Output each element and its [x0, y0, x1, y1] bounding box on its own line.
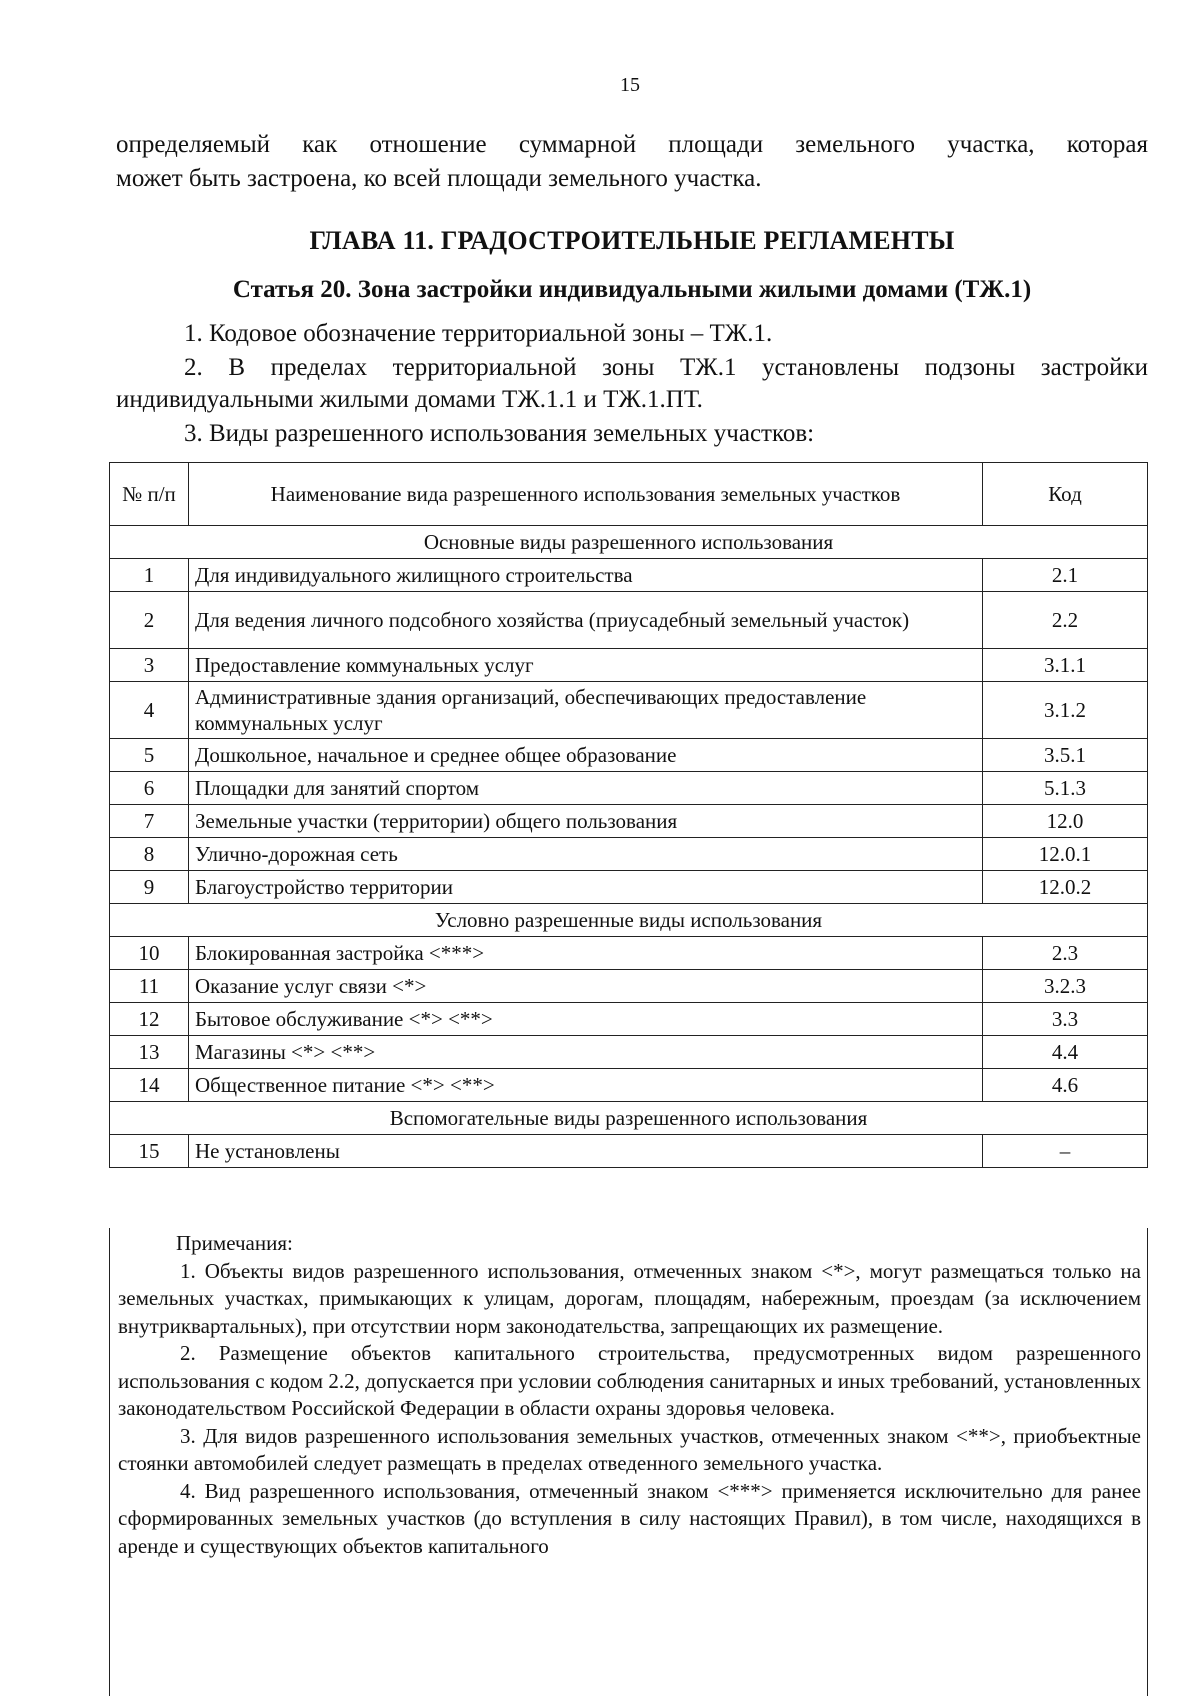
row-name: Земельные участки (территории) общего пользования: [189, 805, 983, 838]
table-section-row: [110, 1102, 1148, 1135]
intro-paragraph: [116, 128, 1148, 196]
table-row: [110, 772, 1148, 805]
row-code: 3.3: [983, 1003, 1148, 1036]
paragraph-subzones: 2. В пределах территориальной зоны ТЖ.1 установлены подзоны застройки индивидуальными жилыми домами ТЖ.1.1 и ТЖ.1.ПТ.: [116, 354, 1148, 413]
row-code: 12.0.1: [983, 838, 1148, 871]
table-body: [110, 526, 1148, 1168]
table-row: [110, 1135, 1148, 1168]
note-item: 2. Размещение объектов капитального строительства, предусмотренных видом разрешенного использования с кодом 2.2, допускается при условии соблюдения санитарных и иных требований, установленных законодательством Российской Федерации в области охраны здоровья человека.: [118, 1341, 1141, 1420]
table-row: [110, 649, 1148, 682]
row-num: 1: [110, 559, 189, 592]
row-name: Административные здания организаций, обеспечивающих предоставление коммунальных услуг: [189, 682, 983, 739]
row-num: 14: [110, 1069, 189, 1102]
table-header-row: [110, 463, 1148, 526]
row-num: 7: [110, 805, 189, 838]
table-section-row: [110, 526, 1148, 559]
section-title: Основные виды разрешенного использования: [110, 526, 1148, 559]
header-name: Наименование вида разрешенного использования земельных участков: [189, 463, 983, 526]
row-name: Бытовое обслуживание <*> <**>: [189, 1003, 983, 1036]
table-row: [110, 871, 1148, 904]
row-num: 12: [110, 1003, 189, 1036]
note-item: 1. Объекты видов разрешенного использования, отмеченных знаком <*>, могут размещаться только на земельных участках, примыкающих к улицам, дорогам, площадям, набережным, проездам (за исключением внутриквартальных), при отсутствии норм законодательства, запрещающих их размещение.: [118, 1258, 1141, 1338]
row-num: 4: [110, 682, 189, 739]
row-name: Дошкольное, начальное и среднее общее образование: [189, 739, 983, 772]
row-num: 9: [110, 871, 189, 904]
row-name: Площадки для занятий спортом: [189, 772, 983, 805]
row-code: 3.1.2: [983, 682, 1148, 739]
table-row: [110, 937, 1148, 970]
section-title: Вспомогательные виды разрешенного использования: [110, 1102, 1148, 1135]
row-code: 3.2.3: [983, 970, 1148, 1003]
row-name: Благоустройство территории: [189, 871, 983, 904]
row-code: 4.6: [983, 1069, 1148, 1102]
table-row: [110, 592, 1148, 649]
row-name: Блокированная застройка <***>: [189, 937, 983, 970]
chapter-title: ГЛАВА 11. ГРАДОСТРОИТЕЛЬНЫЕ РЕГЛАМЕНТЫ: [309, 226, 955, 255]
row-code: 4.4: [983, 1036, 1148, 1069]
row-code: 2.2: [983, 592, 1148, 649]
table-row: [110, 970, 1148, 1003]
row-code: 3.5.1: [983, 739, 1148, 772]
row-name: Оказание услуг связи <*>: [189, 970, 983, 1003]
row-num: 13: [110, 1036, 189, 1069]
table-section-row: [110, 904, 1148, 937]
row-num: 5: [110, 739, 189, 772]
row-name: Общественное питание <*> <**>: [189, 1069, 983, 1102]
row-code: 12.0: [983, 805, 1148, 838]
row-code: –: [983, 1135, 1148, 1168]
row-num: 6: [110, 772, 189, 805]
row-name: Улично-дорожная сеть: [189, 838, 983, 871]
table-row: [110, 739, 1148, 772]
row-code: 5.1.3: [983, 772, 1148, 805]
row-name: Не установлены: [189, 1135, 983, 1168]
row-num: 10: [110, 937, 189, 970]
table-row: [110, 1003, 1148, 1036]
note-item: 3. Для видов разрешенного использования земельных участков, отмеченных знаком <**>, приобъектные стоянки автомобилей следует размещать в пределах отведенного земельного участка.: [118, 1423, 1141, 1475]
row-num: 11: [110, 970, 189, 1003]
row-name: Для ведения личного подсобного хозяйства (приусадебный земельный участок): [189, 592, 983, 649]
article-title: Статья 20. Зона застройки индивидуальными жилыми домами (ТЖ.1): [232, 276, 1032, 303]
notes-block: [109, 1228, 1148, 1696]
permitted-uses-table: [109, 462, 1148, 1168]
header-code: Код: [983, 463, 1148, 526]
row-code: 12.0.2: [983, 871, 1148, 904]
paragraph-permitted-uses: 3. Виды разрешенного использования земельных участков:: [184, 420, 815, 447]
row-num: 8: [110, 838, 189, 871]
page-number: 15: [620, 74, 640, 96]
note-item: 4. Вид разрешенного использования, отмеченный знаком <***> применяется исключительно для ранее сформированных земельных участков (до вступления в силу настоящих Правил), в том числе, находящихся в аренде и существующих объектов капитального: [118, 1478, 1141, 1558]
table-row: [110, 1036, 1148, 1069]
table-row: [110, 559, 1148, 592]
table-row: [110, 838, 1148, 871]
row-code: 2.1: [983, 559, 1148, 592]
row-num: 15: [110, 1135, 189, 1168]
intro-line-2: может быть застроена, ко всей площади земельного участка.: [116, 165, 762, 192]
row-name: Предоставление коммунальных услуг: [189, 649, 983, 682]
table-row: [110, 682, 1148, 739]
row-name: Магазины <*> <**>: [189, 1036, 983, 1069]
row-code: 3.1.1: [983, 649, 1148, 682]
notes-title: Примечания:: [176, 1231, 293, 1255]
paragraph-zone-code: 1. Кодовое обозначение территориальной зоны – ТЖ.1.: [184, 320, 773, 347]
table-row: [110, 1069, 1148, 1102]
row-num: 3: [110, 649, 189, 682]
table-row: [110, 805, 1148, 838]
section-title: Условно разрешенные виды использования: [110, 904, 1148, 937]
row-num: 2: [110, 592, 189, 649]
row-name: Для индивидуального жилищного строительства: [189, 559, 983, 592]
row-code: 2.3: [983, 937, 1148, 970]
header-num: № п/п: [110, 463, 189, 526]
intro-line-1: определяемый как отношение суммарной площади земельного участка, которая: [116, 131, 1148, 158]
